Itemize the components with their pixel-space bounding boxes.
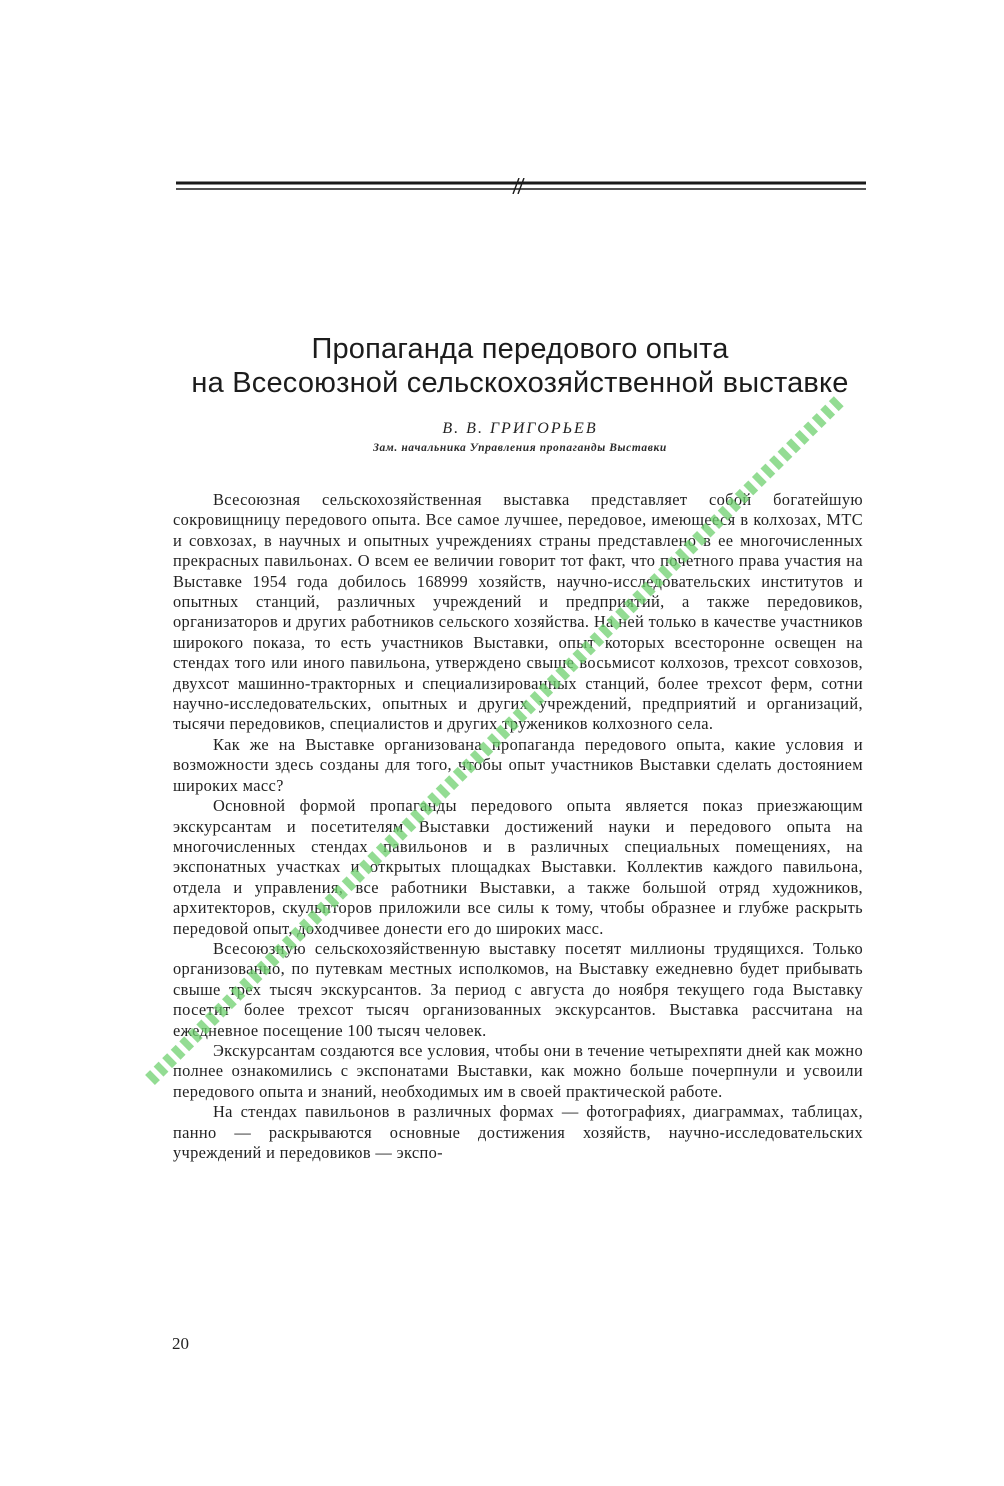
paragraph: Основной формой пропаганды передового опыта является показ приезжающим экскурсантам и посетителям Выставки достижений науки и передового опыта на многочисленных стендах павильонов и в различных специальных помещениях, на экспонатных участках и открытых площадках Выставки. Коллектив каждого павильона, отдела и управления, все работники Выставки, а также большой отряд художников, архитекторов, скульпторов приложили все силы к тому, чтобы образнее и глубже раскрыть передовой опыт, доходчивее донести его до широких масс. [173,796,863,938]
decorative-rule [176,178,866,194]
paragraph: Всесоюзную сельскохозяйственную выставку посетят миллионы трудящихся. Только организованно, по путевкам местных исполкомов, на Выставку ежедневно будет прибывать свыше трех тысяч экскурсантов. За период с августа до ноября текущего года Выставку посетит более трехсот тысяч организованных экскурсантов. Выставка рассчитана на ежедневное посещение 100 тысяч человек. [173,938,863,1040]
paragraph: Как же на Выставке организована пропаганда передового опыта, какие условия и возможности здесь созданы для того, чтобы опыт участников Выставки сделать достоянием широких масс? [173,734,863,795]
title-line-2: на Всесоюзной сельскохозяйственной выставке [191,367,849,399]
author-role: Зам. начальника Управления пропаганды Выставки [373,442,667,454]
paragraph: Всесоюзная сельскохозяйственная выставка представляет собой богатейшую сокровищницу передового опыта. Все самое лучшее, передовое, имеющееся в колхозах, МТС и совхозах, в научных и опытных учреждениях страны представлено в ее многочисленных прекрасных павильонах. О всем ее величии говорит тот факт, что почетного права участия на Выставке 1954 года добилось 168999 хозяйств, научно-исследовательских институтов и опытных станций, различных учреждений и предприятий, а также передовиков, организаторов и других работников сельского хозяйства. На ней только в качестве участников широкого показа, то есть участников Выставки, опыт которых всесторонне освещен на стендах того или иного павильона, утверждено свыше восьмисот колхозов, трехсот совхозов, двухсот машинно-тракторных и специализированных станций, более трехсот ферм, сотни научно-исследовательских, опытных и других учреждений, предприятий и организаций, тысячи передовиков, специалистов и других тружеников колхозного села. [173,490,863,734]
article-title [150,332,890,400]
title-line-1: Пропаганда передового опыта [311,333,729,365]
article-body [173,490,863,1163]
paragraph: На стендах павильонов в различных формах — фотографиях, диаграммах, таблицах, панно — раскрываются основные достижения хозяйств, научно-исследовательских учреждений и передовиков — экспо- [173,1102,863,1162]
author-name: В. В. ГРИГОРЬЕВ [442,420,598,437]
paragraph: Экскурсантам создаются все условия, чтобы они в течение четырехпяти дней как можно полнее ознакомились с экспонатами Выставки, как можно больше почерпнули и усвоили передового опыта и знаний, необходимых им в своей практической работе. [173,1040,863,1101]
page-number: 20 [172,1334,189,1353]
